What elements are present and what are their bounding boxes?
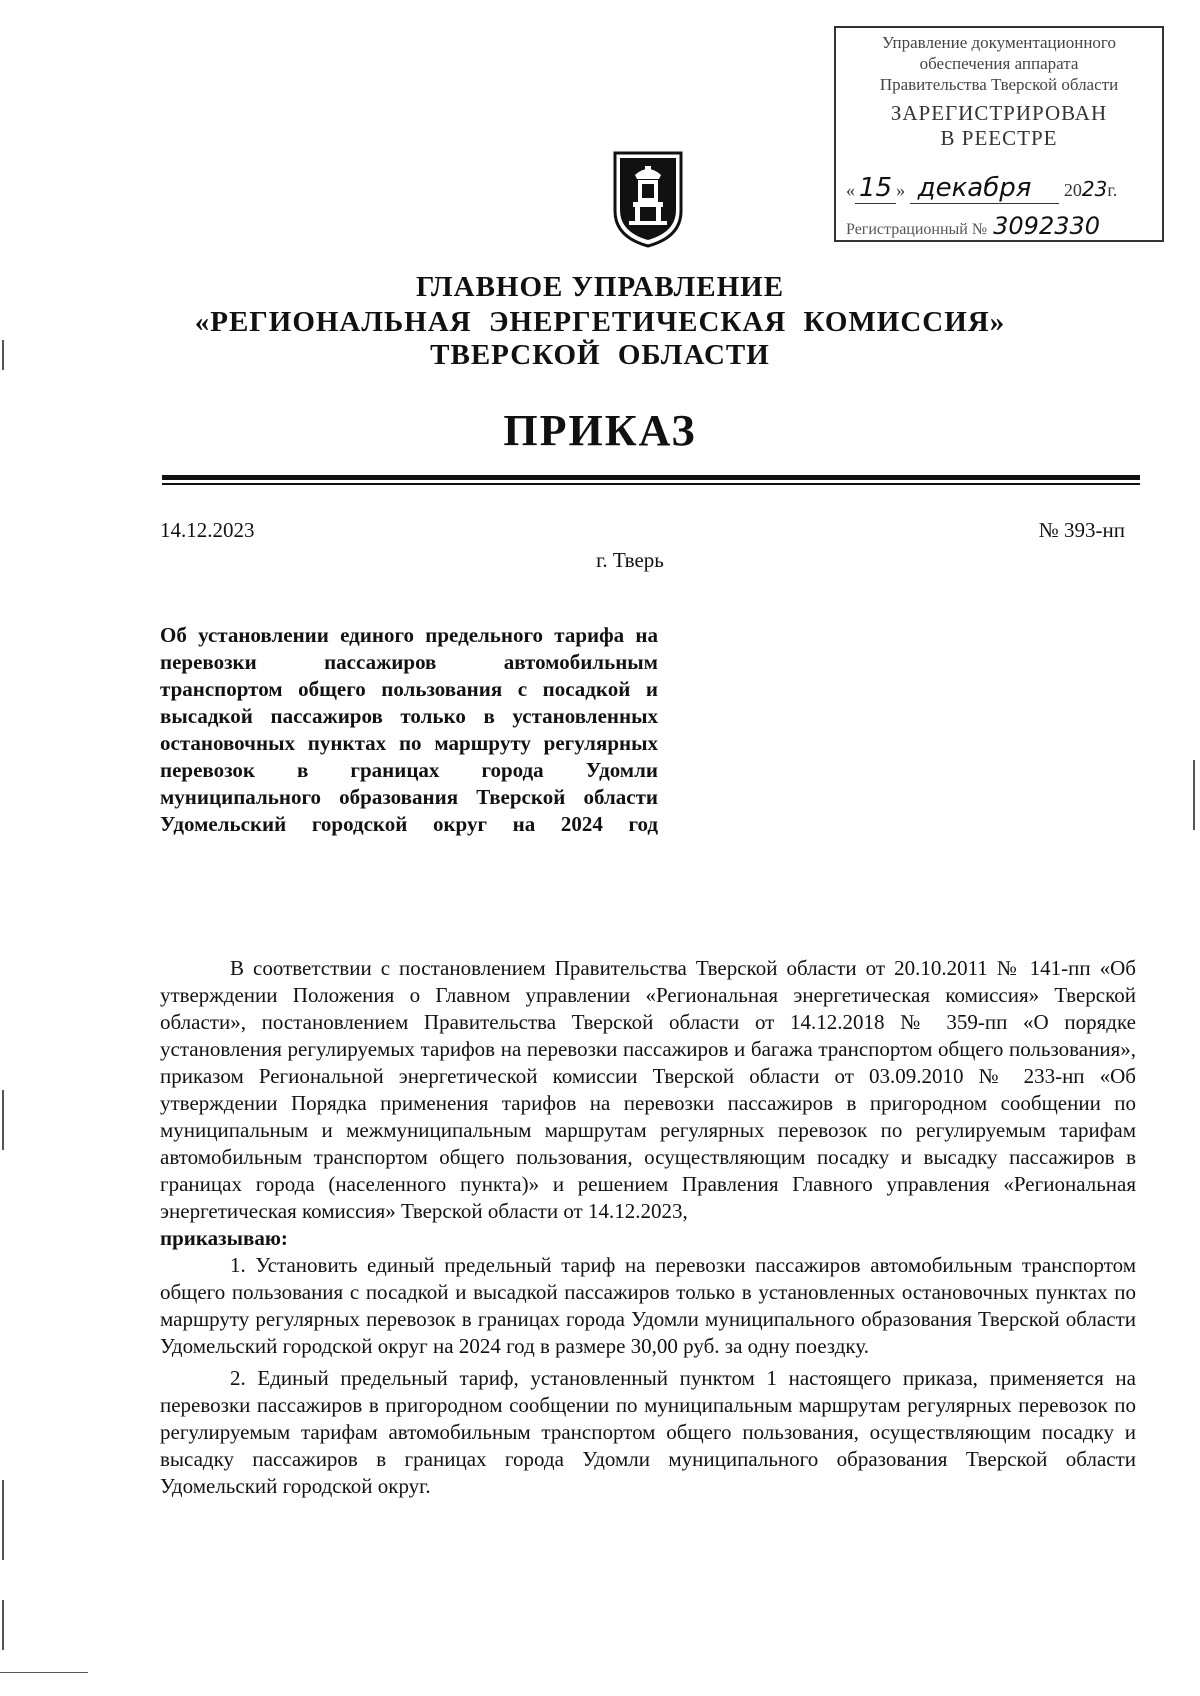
org-name-line: ТВЕРСКОЙ ОБЛАСТИ <box>430 339 770 371</box>
document-type-title: ПРИКАЗ <box>503 406 697 455</box>
stamp-year-end: г. <box>1107 180 1118 200</box>
order-word: приказываю: <box>160 1226 288 1250</box>
org-name-line: ГЛАВНОЕ УПРАВЛЕНИЕ <box>415 271 785 303</box>
stamp-line: Правительства Тверской области <box>879 75 1119 94</box>
margin-mark <box>2 1600 4 1650</box>
stamp-month: декабря <box>910 173 1060 204</box>
stamp-date-row: « 15 » декабря 2023г. <box>846 173 1118 203</box>
stamp-year-suffix: 23 <box>1081 177 1108 201</box>
registration-stamp <box>834 26 1164 242</box>
stamp-line: обеспечения аппарата <box>919 54 1079 73</box>
margin-mark <box>2 1480 4 1560</box>
document-date: 14.12.2023 <box>160 518 255 542</box>
stamp-reg-number: 3092330 <box>991 212 1120 241</box>
document-number: № 393-нп <box>1038 518 1125 542</box>
stamp-number-row <box>846 212 1154 240</box>
header-divider <box>162 475 1140 480</box>
coat-of-arms-icon <box>611 149 685 249</box>
stamp-registered: ЗАРЕГИСТРИРОВАН <box>890 101 1108 125</box>
document-city: г. Тверь <box>596 548 664 572</box>
document-body <box>160 955 1136 1500</box>
preamble-paragraph: В соответствии с постановлением Правительства Тверской области от 20.10.2011 № 141-пп «Об утверждении Положения о Главном управлении «Региональная энергетическая комиссия» Тверской области», постановлением Правительства Тверской области от 14.12.2018 № 359-пп «О порядке установления регулируемых тарифов на перевозки пассажиров и багажа транспортом общего пользования», приказом Региональной энергетической комиссии Тверской области от 03.09.2010 № 233-нп «Об утверждении Порядка применения тарифов на перевозки пассажиров в пригородном сообщении по муниципальным и межмуниципальным маршрутам регулярных перевозок по регулируемым тарифам автомобильным транспортом общего пользования, осуществляющим посадку и высадку пассажиров в границах города (населенного пункта)» и решением Правления Главного управления «Региональная энергетическая комиссия» Тверской области от 14.12.2023, <box>160 956 1136 1223</box>
margin-mark <box>1193 760 1195 830</box>
org-name-line: «РЕГИОНАЛЬНАЯ ЭНЕРГЕТИЧЕСКАЯ КОМИССИЯ» <box>194 306 1006 338</box>
document-subject: Об установлении единого предельного тарифа на перевозки пассажиров автомобильным транспортом общего пользования с посадкой и высадкой пассажиров только в установленных остановочных пунктах по маршруту регулярных перевозок в границах города Удомли муниципального образования Тверской области Удомельский городской округ на 2024 год <box>160 623 658 836</box>
margin-mark <box>2 1090 4 1150</box>
stamp-reg-label: Регистрационный № <box>846 221 988 238</box>
stamp-in-registry: В РЕЕСТРЕ <box>940 126 1058 150</box>
header-divider <box>162 483 1140 485</box>
order-item-2: 2. Единый предельный тариф, установленный пунктом 1 настоящего приказа, применяется на перевозки пассажиров в пригородном сообщении по муниципальным маршрутам регулярных перевозок по регулируемым тарифам автомобильным транспортом общего пользования, осуществляющим посадку и высадку пассажиров в границах города Удомли муниципального образования Тверской области Удомельский городской округ. <box>160 1366 1136 1498</box>
margin-mark <box>0 1672 88 1673</box>
order-item-1: 1. Установить единый предельный тариф на перевозки пассажиров автомобильным транспортом общего пользования с посадкой и высадкой пассажиров только в установленных остановочных пунктах по маршруту регулярных перевозок в границах города Удомли муниципального образования Тверской области Удомельский городской округ на 2024 год в размере 30,00 руб. за одну поездку. <box>160 1253 1136 1358</box>
stamp-year-prefix: 20 <box>1063 180 1082 200</box>
stamp-day: 15 <box>855 173 896 204</box>
stamp-line: Управление документационного <box>882 33 1116 52</box>
